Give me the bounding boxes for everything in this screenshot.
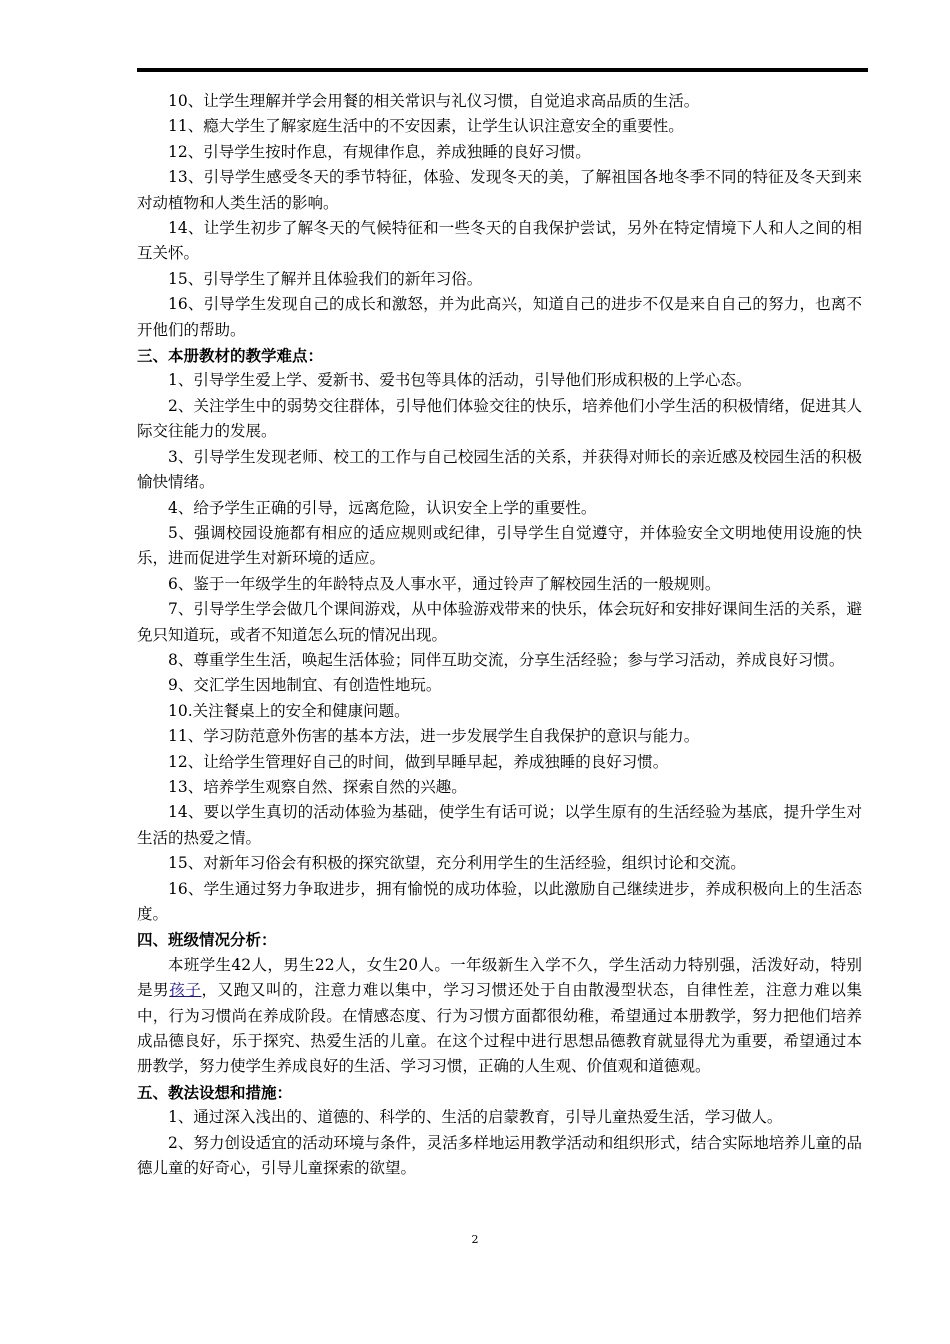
paragraph: 15、对新年习俗会有积极的探究欲望，充分利用学生的生活经验，组织讨论和交流。: [168, 854, 746, 873]
paragraph: 1、通过深入浅出的、道德的、科学的、生活的启蒙教育，引导儿童热爱生活，学习做人。: [168, 1108, 783, 1127]
header-rule: [137, 68, 868, 72]
paragraph: 1、引导学生爱上学、爱新书、爱书包等具体的活动，引导他们形成积极的上学心态。: [168, 371, 752, 390]
paragraph: 7、引导学生学会做几个课间游戏，从中体验游戏带来的快乐，体会玩好和安排好课间生活的关系，避免只知道玩，或者不知道怎么玩的情况出现。: [137, 600, 862, 644]
paragraph: 13、培养学生观察自然、探索自然的兴趣。: [168, 777, 467, 796]
paragraph: 12、让给学生管理好自己的时间，做到早睡早起，养成独睡的良好习惯。: [168, 752, 669, 771]
section-heading: 四、班级情况分析：: [137, 930, 277, 950]
paragraph: 9、交汇学生因地制宜、有创造性地玩。: [168, 676, 442, 695]
paragraph: 10、让学生理解并学会用餐的相关常识与礼仪习惯，自觉追求高品质的生活。: [168, 92, 700, 110]
page-number: 2: [471, 1233, 479, 1246]
paragraph: 13、引导学生感受冬天的季节特征，体验、发现冬天的美，了解祖国各地冬季不同的特征及冬天到来对动植物和人类生活的影响。: [137, 168, 862, 212]
paragraph: 8、尊重学生生活，唤起生活体验；同伴互助交流，分享生活经验；参与学习活动，养成良好习惯。: [168, 650, 845, 669]
paragraph: 2、关注学生中的弱势交往群体，引导他们体验交往的快乐，培养他们小学生活的积极情绪，促进其人际交往能力的发展。: [137, 396, 862, 441]
paragraph: 11、瘾大学生了解家庭生活中的不安因素，让学生认识注意安全的重要性。: [168, 117, 684, 136]
paragraph: 12、引导学生按时作息，有规律作息，养成独睡的良好习惯。: [168, 142, 591, 161]
section-heading: 三、本册教材的教学难点：: [137, 346, 324, 366]
child-link[interactable]: 孩子: [169, 981, 202, 1000]
document-body: [137, 89, 862, 1181]
paragraph: [137, 953, 862, 1080]
paragraph: 2、努力创设适宜的活动环境与条件，灵活多样地运用教学活动和组织形式，结合实际地培养儿童的品德儿童的好奇心，引导儿童探索的欲望。: [137, 1133, 862, 1178]
paragraph: 16、引导学生发现自己的成长和激怒，并为此高兴，知道自己的进步不仅是来自自己的努力，也离不开他们的帮助。: [137, 295, 862, 339]
paragraph: 15、引导学生了解并且体验我们的新年习俗。: [168, 269, 483, 288]
paragraph: 4、给予学生正确的引导，远离危险，认识安全上学的重要性。: [168, 498, 597, 517]
paragraph: 16、学生通过努力争取进步，拥有愉悦的成功体验，以此激励自己继续进步，养成积极向上的生活态度。: [137, 879, 862, 923]
section-heading: 五、教法设想和措施：: [137, 1082, 293, 1102]
paragraph-text: ，又跑又叫的，注意力难以集中，学习习惯还处于自由散漫型状态，自律性差，注意力难以集中，行为习惯尚在养成阶段。在情感态度、行为习惯方面都很幼稚，希望通过本册教学，努力把他们培养成品德良好，乐于探究、热爱生活的儿童。在这个过程中进行思想品德教育就显得尤为重要，希望通过本册教学，努力使学生养成良好的生活、学习习惯，正确的人生观、价值观和道德观。: [137, 981, 862, 1076]
paragraph: 14、要以学生真切的活动体验为基础，使学生有话可说；以学生原有的生活经验为基底，提升学生对生活的热爱之情。: [137, 803, 862, 847]
paragraph-text: 本班学生42人，男生22人，女生20人。一年级新生入学不久，学生活动力特别强，活泼好动，特别是男: [137, 955, 862, 1000]
paragraph: 6、鉴于一年级学生的年龄特点及人事水平，通过铃声了解校园生活的一般规则。: [168, 574, 721, 593]
paragraph: 14、让学生初步了解冬天的气候特征和一些冬天的自我保护尝试，另外在特定情境下人和人之间的相互关怀。: [137, 219, 862, 263]
paragraph: 3、引导学生发现老师、校工的工作与自己校园生活的关系，并获得对师长的亲近感及校园生活的积极愉快情绪。: [137, 447, 862, 492]
paragraph: 5、强调校园设施都有相应的适应规则或纪律，引导学生自觉遵守，并体验安全文明地使用设施的快乐，进而促进学生对新环境的适应。: [137, 523, 862, 568]
paragraph: 11、学习防范意外伤害的基本方法，进一步发展学生自我保护的意识与能力。: [168, 727, 700, 746]
paragraph: 10.关注餐桌上的安全和健康问题。: [168, 701, 410, 720]
